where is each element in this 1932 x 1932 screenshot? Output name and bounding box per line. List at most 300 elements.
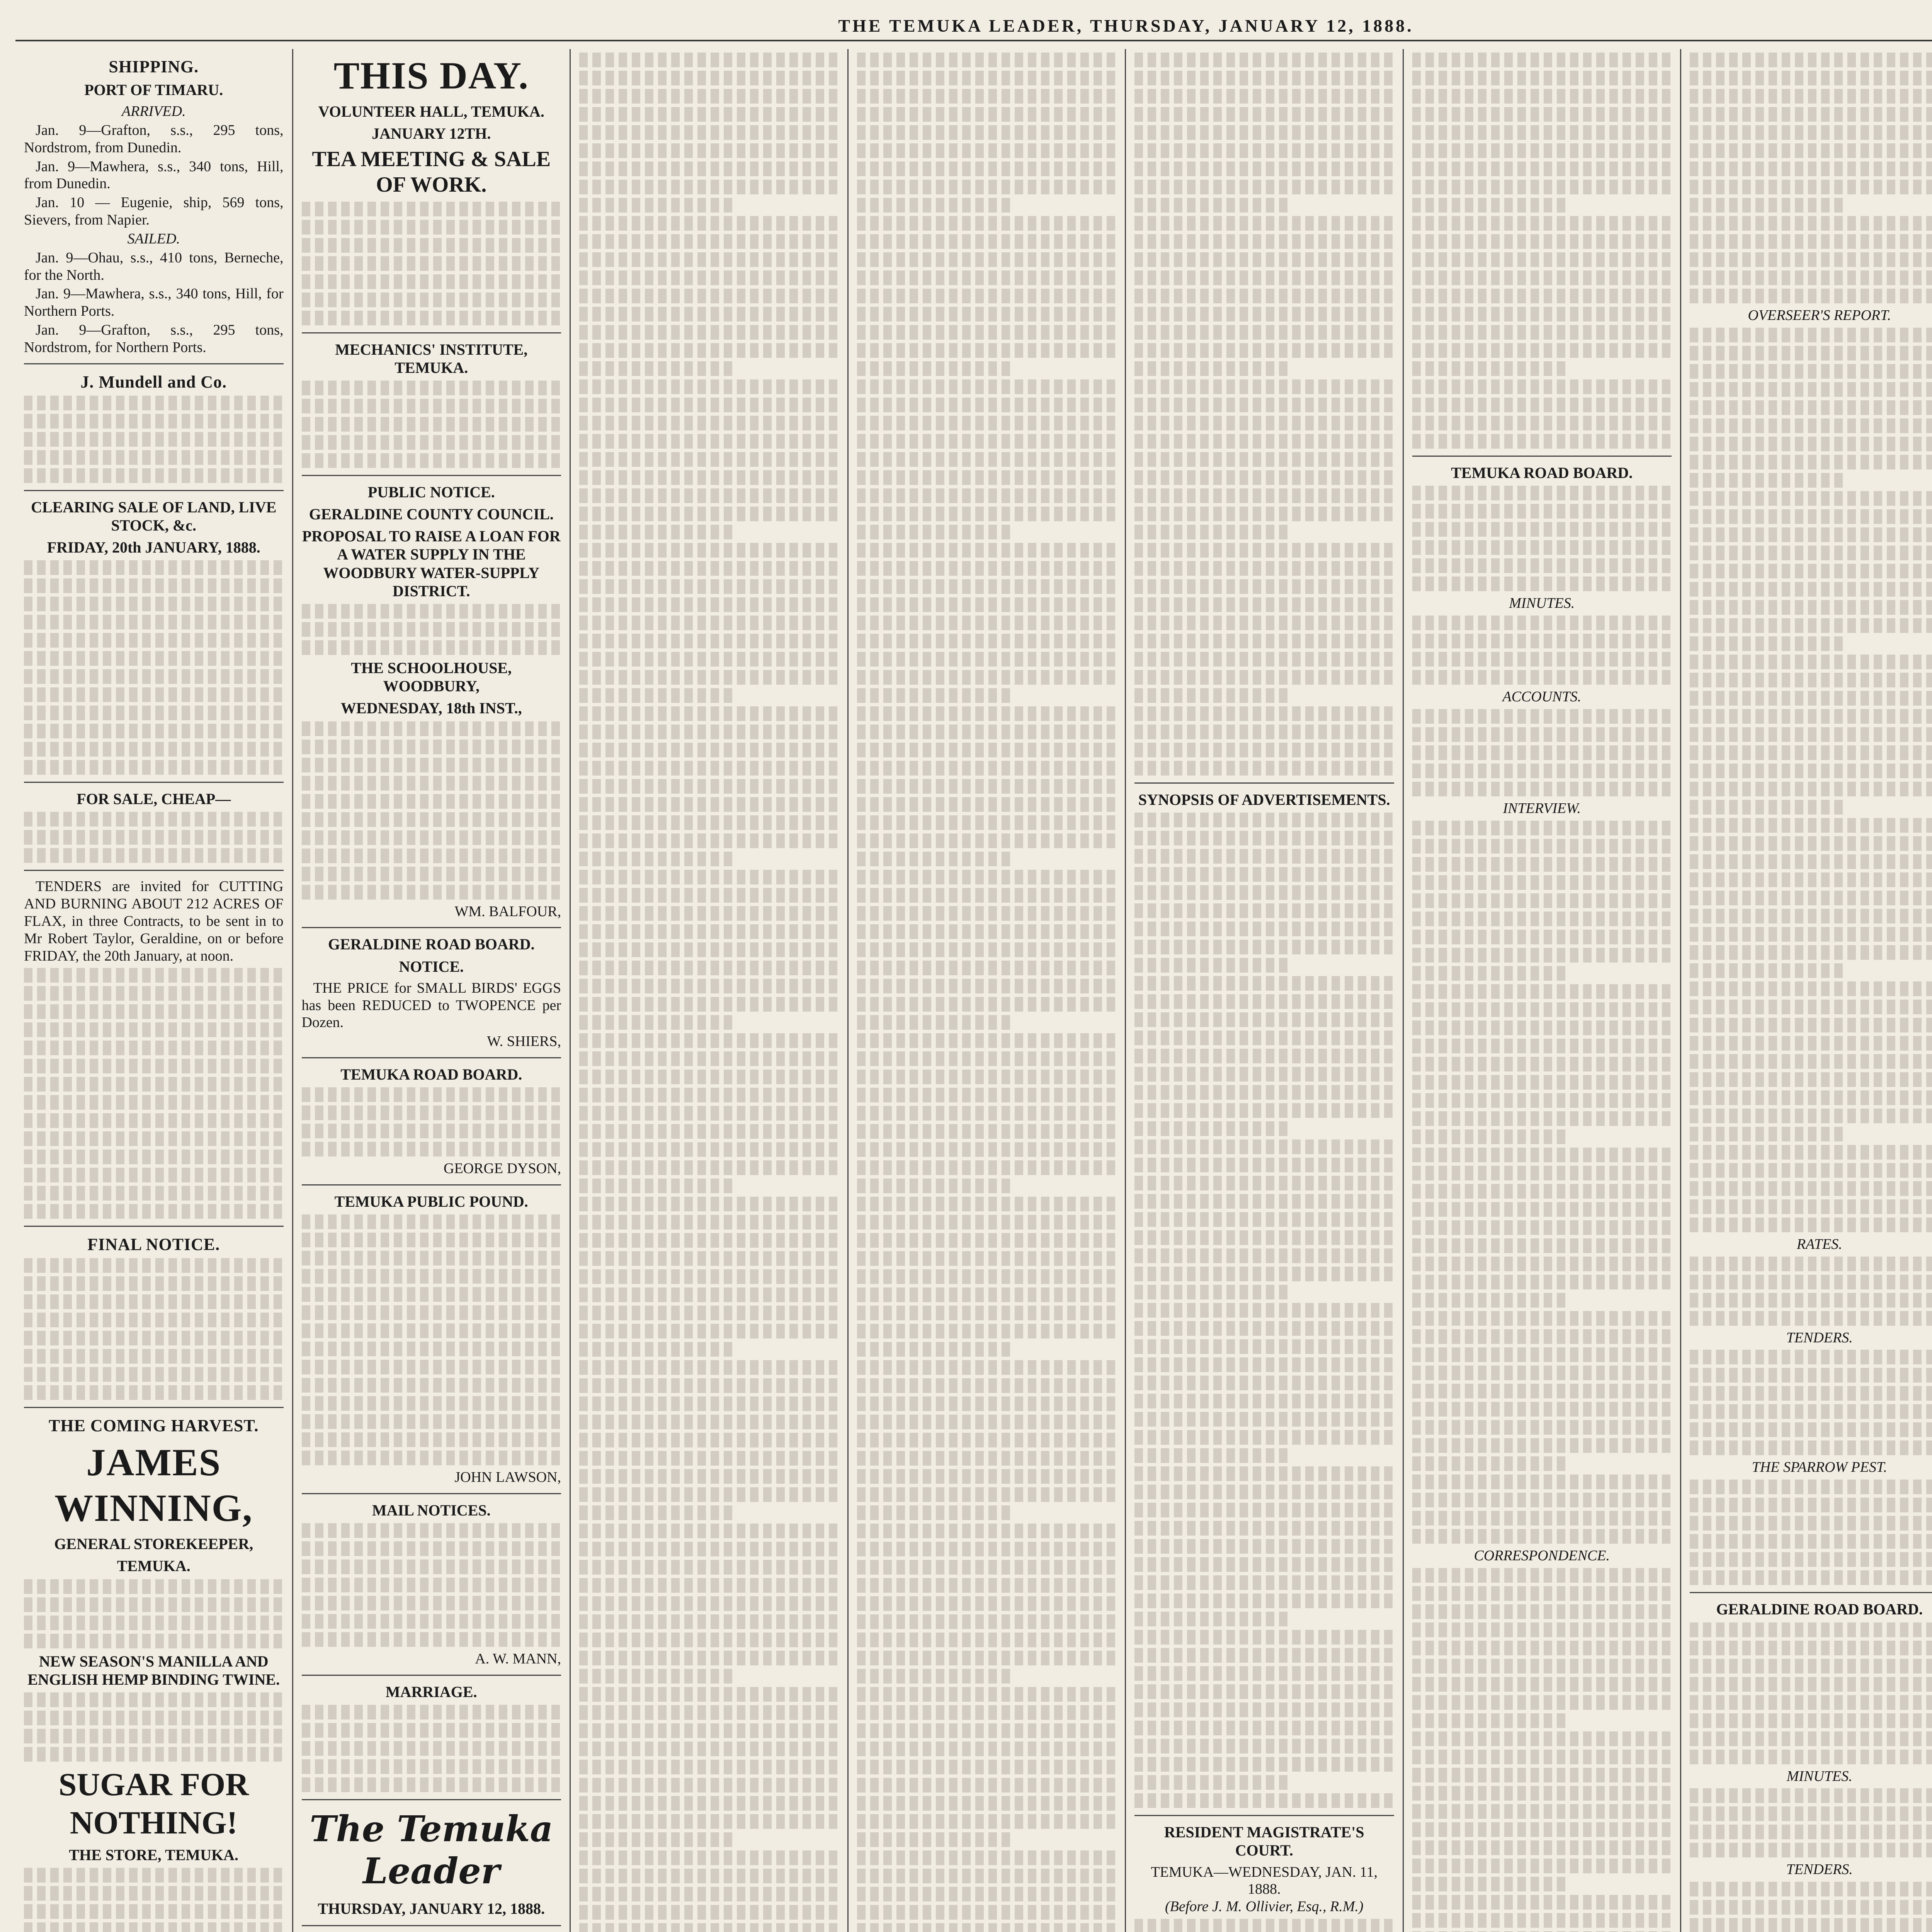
text-line [857, 1233, 1117, 1248]
text-line [1134, 1757, 1394, 1772]
text-line [857, 1796, 1117, 1811]
text-line [1690, 709, 1932, 724]
text-line [1690, 564, 1932, 578]
text-line [857, 216, 1117, 231]
text-line [579, 1469, 839, 1484]
text-line [1412, 343, 1672, 358]
text-line [1690, 1109, 1932, 1123]
text-line [579, 180, 839, 194]
text-line [857, 1342, 1013, 1357]
text-line [1134, 561, 1394, 576]
text-line [1134, 71, 1394, 85]
column-2 [293, 49, 571, 1932]
text-line [1134, 198, 1290, 213]
tea-meeting-heading: TEA MEETING & SALE OF WORK. [312, 147, 551, 197]
text-line [1412, 1695, 1672, 1710]
text-line [579, 1106, 839, 1121]
text-line [579, 162, 839, 176]
text-line [1690, 636, 1845, 651]
text-line [1412, 1129, 1568, 1144]
storekeeper-heading: GENERAL STOREKEEPER, [54, 1535, 253, 1553]
mail-notices-heading: MAIL NOTICES. [372, 1502, 491, 1519]
text-line [1412, 821, 1672, 835]
text-line [579, 579, 839, 594]
text-line [1412, 634, 1672, 648]
correspondence-heading: CORRESPONDENCE. [1474, 1547, 1610, 1564]
text-line [1690, 945, 1932, 960]
final-notice-heading: FINAL NOTICE. [87, 1235, 220, 1254]
text-line [1412, 1731, 1672, 1746]
shipping-heading: SHIPPING. [109, 57, 199, 76]
text-line [1134, 1012, 1394, 1027]
text-line [1690, 289, 1932, 303]
text-line [1134, 289, 1394, 303]
text-line [1134, 1412, 1394, 1427]
text-line [1690, 1750, 1932, 1764]
text-line [579, 1233, 839, 1248]
text-line [1412, 1750, 1672, 1764]
text-line [1690, 909, 1932, 923]
public-notice-heading: PUBLIC NOTICE. [367, 483, 495, 501]
text-line [857, 1106, 1117, 1121]
text-line [1134, 1557, 1394, 1572]
sparrow-pest-heading: THE SPARROW PEST. [1752, 1459, 1887, 1476]
text-line [857, 997, 1117, 1012]
text-line [1412, 1511, 1672, 1526]
text-line [1412, 504, 1672, 519]
text-line [1134, 1194, 1394, 1209]
text-line [1412, 1840, 1672, 1855]
text-line [1690, 455, 1932, 469]
schoolhouse: THE SCHOOLHOUSE, WOODBURY, [351, 659, 512, 695]
text-line [1690, 527, 1932, 542]
text-line [579, 616, 839, 630]
text-line [1134, 416, 1394, 430]
text-line [1134, 1684, 1394, 1699]
text-line [1690, 546, 1932, 560]
text-line [857, 543, 1117, 558]
masthead: THE TEMUKA LEADER, THURSDAY, JANUARY 12, 1888. [15, 15, 1932, 41]
text-line [579, 652, 839, 667]
text-line [1134, 53, 1394, 67]
text-line [579, 307, 839, 321]
text-line [1134, 743, 1394, 757]
sailing-item: Jan. 9—Grafton, s.s., 295 tons, Nordstrom, for Northern Ports. [24, 322, 284, 355]
text-line [857, 525, 1013, 539]
column-5 [1126, 49, 1404, 1932]
text-line [579, 870, 839, 884]
text-line [857, 1869, 1117, 1883]
text-line [857, 1324, 1117, 1338]
text-line [1134, 1394, 1394, 1408]
text-line [579, 1505, 735, 1520]
text-line [1412, 912, 1672, 926]
text-line [1690, 162, 1932, 176]
text-line [579, 1578, 839, 1593]
sailed-heading: SAILED. [127, 230, 180, 247]
arrival-item: Jan. 9—Grafton, s.s., 295 tons, Nordstrom, from Dunedin. [24, 122, 284, 156]
text-line [857, 579, 1117, 594]
sailing-item: Jan. 9—Mawhera, s.s., 340 tons, Hill, for Northern Ports. [24, 286, 284, 320]
text-line [857, 942, 1117, 957]
text-line [579, 252, 839, 267]
text-line [579, 1197, 839, 1211]
text-line [857, 398, 1117, 412]
marriage-heading: MARRIAGE. [385, 1683, 477, 1701]
text-line [857, 1088, 1117, 1102]
text-line [579, 507, 839, 521]
text-line [579, 1542, 839, 1556]
text-line [1690, 382, 1932, 397]
text-line [1412, 1002, 1672, 1017]
text-line [1134, 1594, 1394, 1608]
text-line [1690, 1882, 1932, 1896]
sale-date: FRIDAY, 20th JANUARY, 1888. [47, 538, 260, 556]
text-line [1134, 234, 1394, 249]
text-line [1412, 652, 1672, 667]
text-line [579, 343, 839, 358]
text-line [579, 1433, 839, 1447]
text-line [857, 1015, 1013, 1030]
text-line [1412, 893, 1672, 908]
text-line [579, 525, 735, 539]
text-line [1690, 509, 1932, 524]
text-line [1690, 764, 1932, 778]
text-line [579, 924, 839, 939]
signature-balfour: WM. BALFOUR, [454, 903, 561, 920]
text-line [579, 1524, 839, 1538]
text-line [857, 1433, 1117, 1447]
text-line [1412, 234, 1672, 249]
text-line [1690, 71, 1932, 85]
text-line [579, 398, 839, 412]
text-line [1134, 162, 1394, 176]
text-line [579, 961, 839, 975]
text-line [857, 743, 1117, 757]
signature-shiers: W. SHIERS, [487, 1033, 561, 1050]
text-line [579, 1778, 839, 1793]
text-line [857, 1705, 1117, 1720]
text-line [1134, 1303, 1394, 1318]
text-line [1412, 875, 1672, 890]
text-line [579, 1215, 839, 1230]
text-line [1134, 1539, 1394, 1554]
text-line [1134, 1630, 1394, 1645]
text-line [1690, 1422, 1932, 1437]
signature-mann: A. W. MANN, [475, 1651, 561, 1667]
temuka-leader-logo: The Temuka Leader [310, 1808, 553, 1892]
text-line [857, 470, 1117, 485]
text-line [857, 1633, 1117, 1647]
text-line [1412, 1057, 1672, 1071]
text-line [1690, 1000, 1932, 1014]
text-line [857, 71, 1117, 85]
text-line [579, 815, 839, 830]
column-6 [1404, 49, 1682, 1932]
text-line [579, 1832, 735, 1847]
text-line [857, 1197, 1117, 1211]
text-line [1134, 597, 1394, 612]
text-line [1690, 655, 1932, 669]
text-line [579, 234, 839, 249]
store-heading: THE STORE, TEMUKA. [69, 1846, 239, 1864]
text-line [1690, 1641, 1932, 1655]
text-line [857, 361, 1013, 376]
text-line [1412, 125, 1672, 140]
text-line [857, 1215, 1117, 1230]
text-line [1134, 1793, 1394, 1808]
text-line [1412, 1786, 1672, 1801]
text-line [1690, 1181, 1932, 1196]
text-line [857, 797, 1117, 812]
text-line [1690, 346, 1932, 361]
text-line [1412, 1493, 1672, 1507]
text-line [1134, 1666, 1394, 1681]
text-line [579, 1033, 839, 1048]
text-line [1134, 361, 1290, 376]
text-line [857, 1360, 1117, 1375]
volunteer-hall: VOLUNTEER HALL, TEMUKA. [318, 103, 544, 120]
text-line [1412, 1877, 1568, 1891]
text-line [857, 53, 1117, 67]
text-line [857, 434, 1117, 449]
text-line [1134, 1612, 1290, 1626]
text-line [1690, 836, 1932, 851]
text-line [579, 1796, 839, 1811]
text-line [1134, 1031, 1394, 1045]
text-line [1412, 1075, 1672, 1090]
text-line [857, 1487, 1117, 1502]
this-day-heading: THIS DAY. [333, 54, 529, 97]
text-line [1690, 1386, 1932, 1401]
text-line [1134, 1775, 1290, 1790]
text-line [1412, 1402, 1672, 1417]
text-line [857, 289, 1117, 303]
text-line [1134, 885, 1394, 900]
text-line [1690, 418, 1932, 433]
text-line [1134, 252, 1394, 267]
text-line [1134, 89, 1394, 104]
text-line [1412, 1184, 1672, 1199]
text-line [857, 1614, 1117, 1629]
text-line [1690, 473, 1845, 488]
sugar-heading: SUGAR FOR NOTHING! [58, 1767, 249, 1841]
arrived-heading: ARRIVED. [121, 103, 186, 120]
text-line [1134, 1049, 1394, 1063]
text-line [1412, 162, 1672, 176]
text-line [579, 1360, 839, 1375]
text-line [1412, 764, 1672, 778]
council-heading: GERALDINE COUNTY COUNCIL. [309, 505, 554, 523]
text-line [1134, 180, 1394, 194]
text-line [1690, 437, 1932, 451]
text-line [1134, 994, 1394, 1009]
text-line [1134, 1448, 1290, 1463]
text-line [1690, 1825, 1932, 1839]
temuka-road-board-report-heading: TEMUKA ROAD BOARD. [1451, 464, 1633, 481]
text-line [579, 1378, 839, 1393]
text-line [579, 125, 839, 140]
text-line [1690, 1843, 1932, 1857]
text-line [1412, 1913, 1672, 1928]
text-line [579, 797, 839, 812]
text-line [1690, 600, 1932, 615]
text-line [579, 1923, 839, 1932]
text-line [857, 634, 1117, 648]
signature-lawson: JOHN LAWSON, [454, 1469, 561, 1486]
text-line [579, 434, 839, 449]
text-line [857, 1560, 1117, 1575]
text-line [1412, 1366, 1672, 1380]
text-line [1690, 1072, 1932, 1087]
text-line [1412, 416, 1672, 430]
text-line [1412, 1859, 1672, 1873]
text-line [579, 379, 839, 394]
for-sale-heading: FOR SALE, CHEAP— [77, 790, 231, 808]
text-line [579, 1070, 839, 1084]
mundell-heading: J. Mundell and Co. [80, 372, 227, 391]
text-line [579, 270, 839, 285]
signature-dyson: GEORGE DYSON, [444, 1160, 561, 1177]
text-line [579, 1451, 839, 1466]
text-line [1690, 1516, 1932, 1531]
text-line [1134, 1575, 1394, 1590]
text-line [579, 561, 839, 576]
text-line [1134, 307, 1394, 321]
proposal-heading: PROPOSAL TO RAISE A LOAN FOR A WATER SUPPLY IN THE WOODBURY WATER-SUPPLY DISTRICT. [302, 527, 561, 600]
text-line [579, 452, 839, 467]
text-line [1134, 849, 1394, 864]
text-line [1134, 1648, 1394, 1663]
text-line [1690, 1918, 1932, 1932]
text-line [1412, 540, 1672, 555]
text-line [1412, 709, 1672, 724]
text-line [857, 1524, 1117, 1538]
tenders-heading: TENDERS. [1786, 1861, 1853, 1878]
text-line [1412, 670, 1672, 685]
text-line [1690, 981, 1932, 996]
text-line [857, 1596, 1117, 1611]
text-line [579, 1723, 839, 1738]
pound-heading: TEMUKA PUBLIC POUND. [334, 1193, 528, 1211]
text-line [1412, 616, 1672, 630]
text-line [857, 1850, 1117, 1865]
text-line [1690, 1163, 1932, 1178]
text-line [1412, 1166, 1672, 1180]
text-line [579, 416, 839, 430]
text-line [579, 724, 839, 739]
text-line [1134, 940, 1394, 954]
text-line [1690, 1480, 1932, 1494]
text-line [579, 670, 839, 685]
text-line [579, 1651, 839, 1665]
text-line [1690, 1368, 1932, 1383]
text-line [1134, 507, 1394, 521]
text-line [857, 1160, 1117, 1175]
text-line [1690, 800, 1845, 815]
text-line [579, 470, 839, 485]
text-line [857, 143, 1117, 158]
text-line [1412, 1456, 1568, 1471]
tenders-heading: TENDERS. [1786, 1329, 1853, 1346]
text-line [1690, 1404, 1932, 1419]
text-line [857, 507, 1117, 521]
interview-heading: INTERVIEW. [1503, 800, 1581, 816]
text-line [1134, 1067, 1394, 1082]
text-line [857, 906, 1117, 921]
text-line [857, 1142, 1117, 1157]
text-line [1412, 1641, 1672, 1655]
text-line [1412, 486, 1672, 500]
text-line [1690, 1090, 1932, 1105]
arrival-item: Jan. 10 — Eugenie, ship, 569 tons, Sievers, from Napier. [24, 194, 284, 228]
text-line [1134, 1285, 1290, 1299]
text-line [1690, 854, 1932, 869]
text-line [1690, 234, 1932, 249]
text-line [579, 1850, 839, 1865]
text-line [857, 779, 1117, 794]
text-line [857, 1287, 1117, 1302]
text-line [1412, 857, 1672, 872]
text-line [1690, 782, 1932, 796]
text-line [857, 270, 1117, 285]
text-line [1690, 270, 1932, 285]
text-line [1412, 1093, 1672, 1108]
text-line [1412, 434, 1672, 449]
text-line [579, 1560, 839, 1575]
minutes-heading: MINUTES. [1786, 1768, 1852, 1784]
text-line [1134, 1158, 1394, 1172]
text-line [857, 1923, 1117, 1932]
rates-heading: RATES. [1796, 1236, 1842, 1252]
text-line [1134, 452, 1394, 467]
text-line [1412, 180, 1672, 194]
text-line [1134, 813, 1394, 827]
text-line [1690, 963, 1845, 978]
text-line [1134, 379, 1394, 394]
text-line [579, 543, 839, 558]
text-line [1690, 1695, 1932, 1710]
text-line [579, 1669, 735, 1684]
text-line [1412, 1604, 1672, 1619]
text-line [1690, 872, 1932, 887]
text-line [857, 234, 1117, 249]
text-line [1412, 745, 1672, 760]
text-line [579, 1596, 839, 1611]
column-3 [571, 49, 849, 1932]
text-line [579, 906, 839, 921]
text-line [1134, 903, 1394, 918]
text-line [579, 1415, 839, 1429]
text-line [857, 1051, 1117, 1066]
text-line [1690, 927, 1932, 942]
text-line [1690, 125, 1932, 140]
mechanics-heading: MECHANICS' INSTITUTE, TEMUKA. [335, 340, 528, 376]
text-line [579, 688, 735, 703]
text-line [1134, 1339, 1394, 1354]
text-line [1412, 307, 1672, 321]
text-line [857, 416, 1117, 430]
text-line [857, 706, 1117, 721]
text-line [1134, 434, 1394, 449]
text-line [1134, 616, 1394, 630]
text-line [1412, 289, 1672, 303]
text-line [579, 1705, 839, 1720]
text-line [857, 1251, 1117, 1266]
text-line [1134, 922, 1394, 936]
text-line [579, 361, 735, 376]
winning-heading: JAMES WINNING, [54, 1441, 253, 1530]
